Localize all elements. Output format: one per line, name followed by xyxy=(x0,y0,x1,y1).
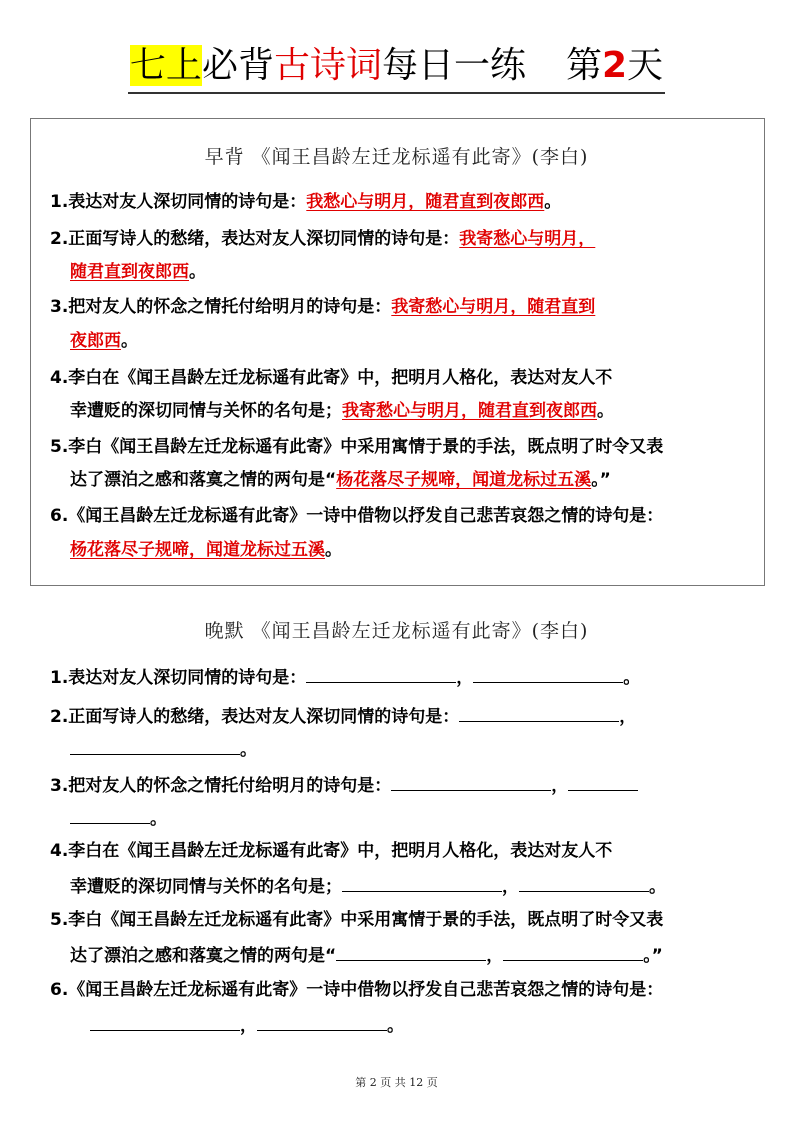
title-day-number: 2 xyxy=(602,45,628,86)
morning-q5-answer: 杨花落尽子规啼，闻道龙标过五溪 xyxy=(336,470,592,490)
morning-q2-answer-2: 随君直到夜郎西 xyxy=(70,262,189,282)
morning-q1-suffix: 。 xyxy=(544,192,562,212)
morning-q2-prefix: 2.正面写诗人的愁绪，表达对友人深切同情的诗句是： xyxy=(50,229,460,249)
evening-q2-prefix: 2.正面写诗人的愁绪，表达对友人深切同情的诗句是： xyxy=(50,707,460,727)
evening-q2-blank-2[interactable] xyxy=(70,738,240,755)
morning-q5-suffix: 。” xyxy=(591,470,611,490)
page-title xyxy=(0,40,793,94)
evening-q2-blank-1[interactable] xyxy=(459,705,619,722)
morning-q6-suffix: 。 xyxy=(325,540,342,560)
morning-q4-suffix: 。 xyxy=(597,401,614,421)
page-title-inner xyxy=(128,40,665,94)
evening-heading: 晚默 《闻王昌龄左迁龙标遥有此寄》(李白) xyxy=(204,620,589,642)
evening-q3-blank-2[interactable] xyxy=(568,774,638,791)
evening-q3-comma: ， xyxy=(551,776,569,796)
morning-question-4-line2 xyxy=(70,401,770,421)
evening-question-3-line2 xyxy=(70,807,770,829)
morning-q3-suffix: 。 xyxy=(121,331,138,351)
evening-q1-prefix: 1.表达对友人深切同情的诗句是： xyxy=(50,668,307,688)
morning-q6-answer: 杨花落尽子规啼，闻道龙标过五溪 xyxy=(70,540,325,560)
morning-question-2-line2 xyxy=(70,262,770,282)
evening-q2-suffix: 。 xyxy=(240,740,257,760)
evening-q3-blank-3[interactable] xyxy=(70,807,150,824)
evening-q4-blank-1[interactable] xyxy=(342,875,502,892)
morning-question-5-line2 xyxy=(70,470,770,490)
morning-q2-answer-1: 我寄愁心与明月， xyxy=(459,229,596,249)
morning-q5-prefix: 达了漂泊之感和落寞之情的两句是“ xyxy=(70,470,337,490)
morning-q4-prefix: 幸遭贬的深切同情与关怀的名句是； xyxy=(70,401,342,421)
morning-question-1 xyxy=(50,192,750,212)
morning-q1-answer: 我愁心与明月，随君直到夜郎西 xyxy=(306,192,545,212)
morning-question-6-line2 xyxy=(70,540,770,560)
morning-q3-prefix: 3.把对友人的怀念之情托付给明月的诗句是： xyxy=(50,297,392,317)
evening-question-4: 4.李白在《闻王昌龄左迁龙标遥有此寄》中，把明月人格化，表达对友人不 xyxy=(50,841,613,861)
evening-q1-blank-1[interactable] xyxy=(306,666,456,683)
morning-heading: 早背 《闻王昌龄左迁龙标遥有此寄》(李白) xyxy=(204,146,589,168)
evening-question-1 xyxy=(50,666,750,688)
evening-q6-suffix: 。 xyxy=(387,1016,404,1036)
morning-question-3-line2 xyxy=(70,331,770,351)
morning-question-6: 6.《闻王昌龄左迁龙标遥有此寄》一诗中借物以抒发自己悲苦哀怨之情的诗句是： xyxy=(50,506,664,526)
evening-q5-suffix: 。” xyxy=(643,946,663,966)
evening-q1-suffix: 。 xyxy=(623,668,641,688)
title-day-suffix: 天 xyxy=(627,45,664,86)
morning-question-3 xyxy=(50,297,750,317)
title-must-recite: 必背 xyxy=(201,45,274,86)
evening-question-2-line2 xyxy=(70,738,770,760)
evening-q6-comma: ， xyxy=(240,1016,257,1036)
title-poetry: 古诗词 xyxy=(273,45,382,86)
evening-question-6-line2 xyxy=(90,1014,790,1036)
evening-question-2 xyxy=(50,705,750,727)
title-day-prefix: 第 xyxy=(565,45,602,86)
morning-question-4: 4.李白在《闻王昌龄左迁龙标遥有此寄》中，把明月人格化，表达对友人不 xyxy=(50,368,613,388)
evening-question-5: 5.李白《闻王昌龄左迁龙标遥有此寄》中采用寓情于景的手法，既点明了时令又表 xyxy=(50,910,664,930)
evening-q5-blank-2[interactable] xyxy=(503,944,643,961)
evening-q3-suffix: 。 xyxy=(150,809,167,829)
evening-q5-prefix: 达了漂泊之感和落寞之情的两句是“ xyxy=(70,946,337,966)
evening-q6-blank-2[interactable] xyxy=(257,1014,387,1031)
evening-q5-comma: ， xyxy=(486,946,504,966)
evening-q4-prefix: 幸遭贬的深切同情与关怀的名句是； xyxy=(70,877,342,897)
morning-q4-answer: 我寄愁心与明月，随君直到夜郎西 xyxy=(342,401,597,421)
evening-q3-blank-1[interactable] xyxy=(391,774,551,791)
evening-q4-suffix: 。 xyxy=(649,877,666,897)
morning-question-5: 5.李白《闻王昌龄左迁龙标遥有此寄》中采用寓情于景的手法，既点明了时令又表 xyxy=(50,437,664,457)
morning-question-2 xyxy=(50,229,750,249)
title-daily: 每日一练 xyxy=(381,45,526,86)
evening-q3-prefix: 3.把对友人的怀念之情托付给明月的诗句是： xyxy=(50,776,392,796)
evening-q1-comma: ， xyxy=(456,668,474,688)
title-grade: 七上 xyxy=(129,45,202,86)
page-footer: 第 2 页 共 12 页 xyxy=(355,1076,438,1089)
morning-q3-answer-1: 我寄愁心与明月，随君直到 xyxy=(391,297,596,317)
evening-question-6: 6.《闻王昌龄左迁龙标遥有此寄》一诗中借物以抒发自己悲苦哀怨之情的诗句是： xyxy=(50,980,664,1000)
evening-q6-blank-1[interactable] xyxy=(90,1014,240,1031)
morning-q2-suffix: 。 xyxy=(189,262,206,282)
evening-question-3 xyxy=(50,774,750,796)
evening-question-5-line2 xyxy=(70,944,770,966)
morning-q1-prefix: 1.表达对友人深切同情的诗句是： xyxy=(50,192,307,212)
morning-q3-answer-2: 夜郎西 xyxy=(70,331,121,351)
evening-q1-blank-2[interactable] xyxy=(473,666,623,683)
evening-q2-comma: ， xyxy=(619,707,637,727)
evening-question-4-line2 xyxy=(70,875,770,897)
evening-q5-blank-1[interactable] xyxy=(336,944,486,961)
evening-q4-comma: ， xyxy=(502,877,519,897)
evening-q4-blank-2[interactable] xyxy=(519,875,649,892)
